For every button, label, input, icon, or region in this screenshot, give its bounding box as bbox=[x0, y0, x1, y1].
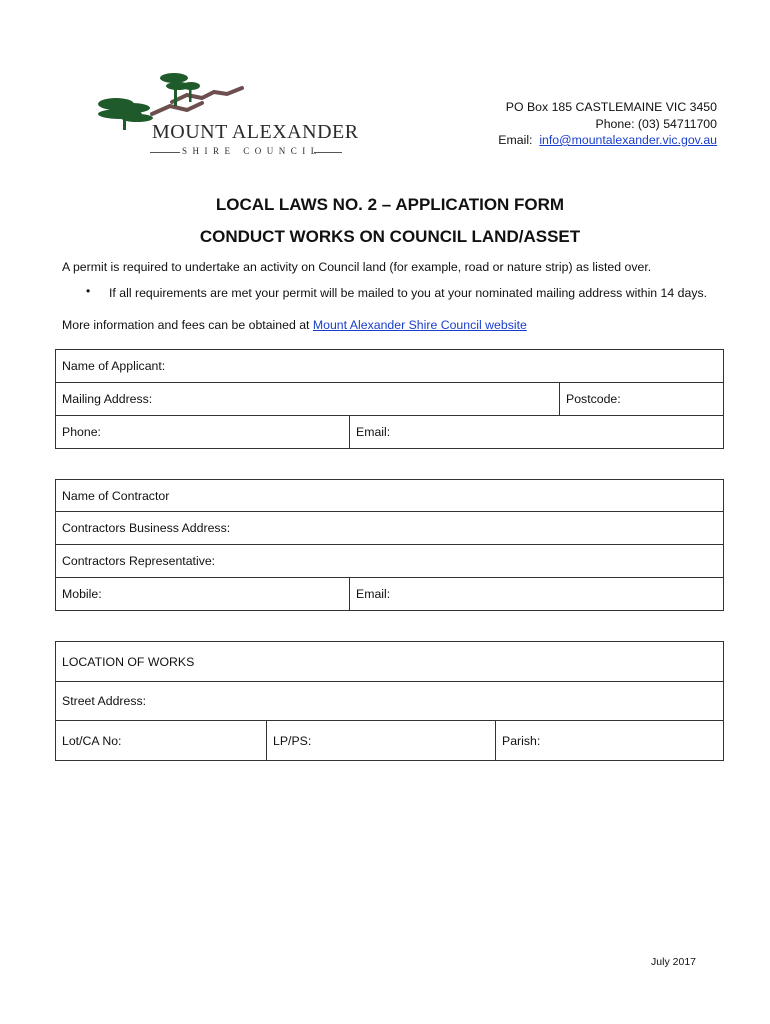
contact-block bbox=[498, 99, 717, 149]
applicant-contact-row bbox=[56, 416, 723, 448]
contractor-rep-row bbox=[56, 545, 723, 578]
logo-divider-left bbox=[150, 152, 180, 153]
postcode-label: Postcode: bbox=[566, 392, 621, 406]
applicant-table bbox=[55, 349, 724, 449]
contractor-address-field[interactable] bbox=[56, 512, 723, 544]
council-logo bbox=[92, 70, 359, 162]
contact-email-link[interactable]: info@mountalexander.vic.gov.au bbox=[539, 133, 717, 147]
mailing-address-label: Mailing Address: bbox=[62, 392, 153, 406]
footer-date: July 2017 bbox=[651, 956, 696, 968]
contractor-name-field[interactable] bbox=[56, 480, 723, 511]
contact-phone: Phone: (03) 54711700 bbox=[595, 116, 717, 131]
contractor-rep-field[interactable] bbox=[56, 545, 723, 577]
form-title: LOCAL LAWS NO. 2 – APPLICATION FORM bbox=[215, 195, 565, 214]
mailing-address-row bbox=[56, 383, 723, 416]
lp-ps-field[interactable] bbox=[266, 721, 495, 760]
logo-subtitle: SHIRE COUNCIL bbox=[182, 146, 322, 156]
contractor-table bbox=[55, 479, 724, 611]
applicant-phone-field[interactable] bbox=[56, 416, 349, 448]
bullet-icon: • bbox=[86, 284, 91, 298]
location-heading bbox=[56, 642, 723, 681]
location-table bbox=[55, 641, 724, 761]
parish-field[interactable] bbox=[495, 721, 723, 760]
street-address-field[interactable] bbox=[56, 682, 723, 720]
more-info-label: More information and fees can be obtained at bbox=[62, 318, 313, 332]
permit-text: A permit is required to undertake an activity on Council land (for example, road or nature strip) as listed over. bbox=[62, 260, 652, 274]
applicant-name-field[interactable] bbox=[56, 350, 723, 382]
lot-ca-field[interactable] bbox=[56, 721, 266, 760]
contractor-email-field[interactable] bbox=[349, 578, 723, 610]
lot-details-row bbox=[56, 721, 723, 760]
postcode-field[interactable] bbox=[559, 383, 723, 415]
lot-ca-label: Lot/CA No: bbox=[62, 733, 122, 748]
contractor-rep-label: Contractors Representative: bbox=[62, 554, 216, 568]
logo-divider-right bbox=[314, 152, 342, 153]
street-address-label: Street Address: bbox=[62, 694, 147, 708]
location-heading-label: LOCATION OF WORKS bbox=[62, 654, 195, 669]
logo-name: MOUNT ALEXANDER bbox=[152, 121, 359, 143]
contractor-address-row bbox=[56, 512, 723, 545]
location-heading-row bbox=[56, 642, 723, 682]
contractor-address-label: Contractors Business Address: bbox=[62, 521, 231, 535]
contact-email-label: Email: bbox=[498, 133, 533, 147]
contractor-name-label: Name of Contractor bbox=[62, 488, 170, 503]
contractor-mobile-label: Mobile: bbox=[62, 587, 102, 601]
contractor-name-row bbox=[56, 480, 723, 512]
mailing-address-field[interactable] bbox=[56, 383, 559, 415]
street-address-row bbox=[56, 682, 723, 721]
contact-email-line bbox=[498, 132, 717, 149]
more-info-text bbox=[62, 318, 527, 332]
council-website-link[interactable]: Mount Alexander Shire Council website bbox=[312, 318, 527, 332]
bullet-text: If all requirements are met your permit will be mailed to you at your nominated mailing address within 14 days. bbox=[109, 286, 708, 300]
parish-label: Parish: bbox=[502, 733, 541, 748]
form-subtitle: CONDUCT WORKS ON COUNCIL LAND/ASSET bbox=[199, 227, 581, 246]
applicant-email-field[interactable] bbox=[349, 416, 723, 448]
applicant-name-row bbox=[56, 350, 723, 383]
contact-address: PO Box 185 CASTLEMAINE VIC 3450 bbox=[505, 100, 717, 114]
applicant-email-label: Email: bbox=[356, 425, 391, 439]
contractor-mobile-field[interactable] bbox=[56, 578, 349, 610]
lp-ps-label: LP/PS: bbox=[273, 733, 312, 748]
contractor-contact-row bbox=[56, 578, 723, 610]
applicant-name-label: Name of Applicant: bbox=[62, 359, 166, 373]
contractor-email-label: Email: bbox=[356, 587, 391, 601]
applicant-phone-label: Phone: bbox=[62, 425, 101, 439]
